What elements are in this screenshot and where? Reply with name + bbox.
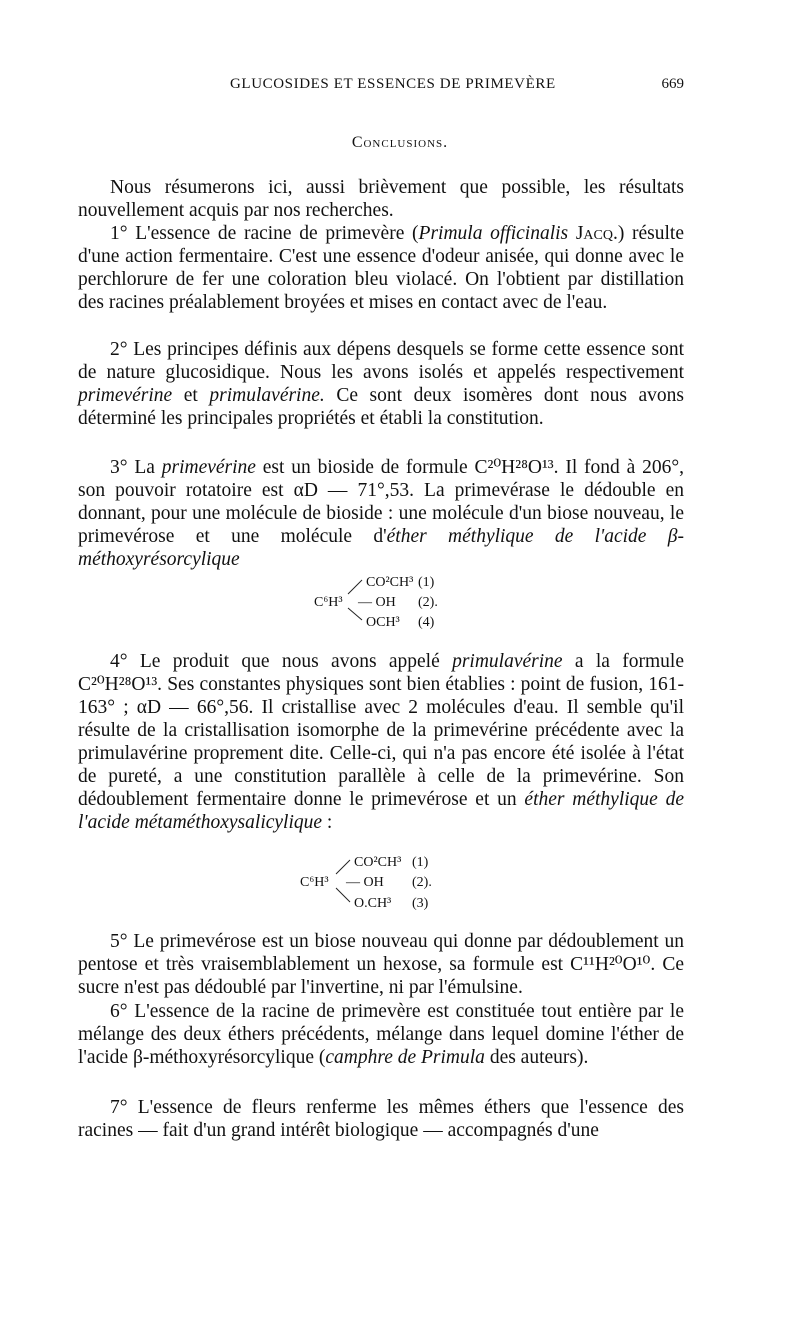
conclusion-5-text: 5° Le primevérose est un biose nouveau qui donne par dédoublement un pentose et très vraisemblablement un hexose, sa formule est C¹¹H²⁰O¹⁰. Ce sucre n'est pas dédoublé par l'invertine, ni par l'émulsine. (78, 931, 684, 998)
conclusion-3 (78, 456, 684, 571)
position-2: (2). (418, 595, 438, 610)
formula-base: C⁶H³ (314, 595, 343, 610)
conclusion-3-text-cont: est un bioside de formule C²⁰H²⁸O¹³. Il fond à 206°, son pouvoir rotatoire est αD — 71°,53. La primevérase le dédouble en donnant, pour une molécule de bioside : une molécule d'un biose nouveau, le primevérose et une molécule d' (78, 457, 684, 547)
conclusion-7 (78, 1096, 684, 1142)
term-primulaverine: primulavérine. (209, 385, 325, 406)
substituent-1: CO²CH³ (354, 855, 402, 870)
conclusion-5 (78, 930, 684, 999)
page-header (78, 76, 684, 100)
section-title: Conclusions. (351, 134, 449, 151)
ether-name: éther méthylique de l'acide β-méthoxyrésorcylique (78, 526, 684, 570)
intro-paragraph (78, 176, 684, 222)
author-abbrev: Jacq. (575, 223, 618, 244)
term-primeverine: primevérine (161, 457, 256, 478)
running-head: GLUCOSIDES ET ESSENCES DE PRIMEVÈRE (230, 76, 556, 92)
substituent-2: — OH (358, 595, 396, 610)
ether-name: éther méthylique de l'acide métaméthoxysalicylique (78, 789, 684, 833)
conclusion-7-text: 7° L'essence de fleurs renferme les mêmes éthers que l'essence des racines — fait d'un grand intérêt biologique — accompagnés d'une (78, 1097, 684, 1141)
conclusion-4 (78, 650, 684, 834)
substituent-3: OCH³ (366, 615, 400, 630)
chemical-formula-2 (300, 850, 480, 912)
position-1: (1) (412, 855, 429, 870)
colon: : (322, 812, 333, 833)
position-3: (4) (418, 615, 435, 630)
intro-text: Nous résumerons ici, aussi brièvement que possible, les résultats nouvellement acquis par nos recherches. (78, 177, 684, 221)
conclusion-2 (78, 338, 684, 430)
camphor-name: camphre de Primula (325, 1047, 485, 1068)
position-2: (2). (412, 875, 432, 890)
formula-base: C⁶H³ (300, 875, 329, 890)
chemical-formula-1 (314, 570, 494, 630)
page-number: 669 (661, 76, 684, 92)
conclusion-1-text-cont: ) résulte d'une action fermentaire. C'est une essence d'odeur anisée, qui donne avec le perchlorure de fer une coloration bleu violacé. On l'obtient par distillation des racines préalablement broyées et mises en contact avec de l'eau. (78, 223, 684, 313)
position-3: (3) (412, 896, 429, 911)
conclusion-2-text-cont: Ce sont deux isomères dont nous avons déterminé les principales propriétés et établi la constitution. (78, 385, 685, 429)
species-name: Primula officinalis (418, 223, 569, 244)
conclusion-6 (78, 1000, 684, 1069)
term-primulaverine: primulavérine (452, 651, 563, 672)
conjunction: et (172, 385, 210, 406)
conclusion-6-text-cont: des auteurs). (484, 1047, 589, 1068)
conclusion-2-text: 2° Les principes définis aux dépens desquels se forme cette essence sont de nature glucosidique. Nous les avons isolés et appelés respectivement (78, 339, 684, 383)
conclusion-4-text-cont: a la formule C²⁰H²⁸O¹³. Ses constantes physiques sont bien établies : point de fusion, 161-163° ; αD — 66°,56. Il cristallise avec 2 molécules d'eau. Il semble qu'il résulte de la cristallisation isomorphe de la primevérine précédente avec la primulavérine proprement dite. Celle-ci, qui n'a pas encore été isolée à l'état de pureté, a une constitution parallèle à celle de la primevérine. Son dédoublement fermentaire donne le primevérose et un (78, 651, 684, 810)
substituent-3: O.CH³ (354, 896, 392, 911)
spacer (568, 223, 576, 244)
position-1: (1) (418, 575, 435, 590)
term-primeverine: primevérine (78, 385, 173, 406)
conclusion-3-text: 3° La (110, 457, 162, 478)
substituent-1: CO²CH³ (366, 575, 414, 590)
conclusion-1-text: 1° L'essence de racine de primevère ( (110, 223, 419, 244)
substituent-2: — OH (346, 875, 384, 890)
conclusion-4-text: 4° Le produit que nous avons appelé (110, 651, 453, 672)
conclusion-1 (78, 222, 684, 314)
conclusion-6-text: 6° L'essence de la racine de primevère est constituée tout entière par le mélange des deux éthers précédents, mélange dans lequel domine l'éther de l'acide β-méthoxyrésorcylique ( (78, 1001, 684, 1068)
